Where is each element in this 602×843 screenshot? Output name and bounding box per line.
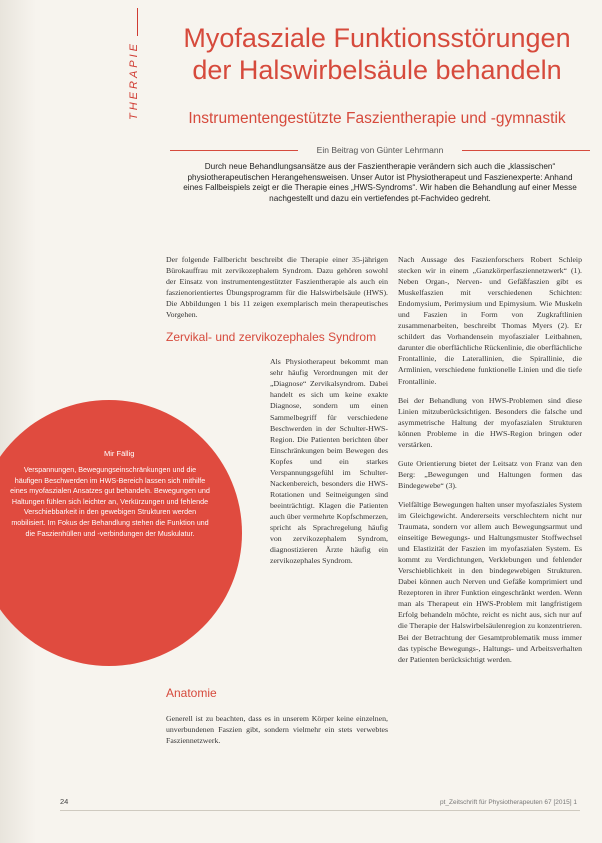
byline: Ein Beitrag von Günter Lehrmann bbox=[316, 145, 444, 155]
journal-footer: pt_Zeitschrift für Physiotherapeuten 67 [2015] 1 bbox=[440, 799, 577, 806]
article-subtitle: Instrumentengestützte Faszientherapie und -gymnastik bbox=[188, 110, 566, 127]
footer-rule bbox=[60, 810, 580, 811]
page-edge-shadow bbox=[0, 0, 36, 843]
lead-paragraph: Durch neue Behandlungsansätze aus der Faszientherapie verändern sich auch die „klassischen“ physiotherapeutischen Herangehensweisen. Unser Autor ist Physiotherapeut und Faszienexperte: Anhand eines Fallbeispiels zeigt er die Therapie eines „HWS-Syndroms“. Wir haben die Behandlung auf einer Messe nachgestellt und dazu ein vertiefendes pt-Fachvideo gedreht. bbox=[183, 162, 577, 203]
right-paragraph-4: Vielfältige Bewegungen halten unser myofasziales System im Gleichgewicht. Andererseits verschlechtern nicht nur Traumata, sondern vor allem auch Bewegungsarmut und einseitige Bewegungs- und Haltungsmuster Stoffwechsel und Elastizität der Faszien im myofaszialen System. Es kommt zu Verdichtungen, Verklebungen und fehlender Verschieblichkeit in den bindegewebigen Strukturen. Dabei können auch Nerven und Gefäße komprimiert und Rezeptoren in ihrer Funktion eingeschränkt werden. Wenn man als Therapeut ein HWS-Problem mit langfristigem Erfolg behandeln möchte, reicht es nicht aus, sich nur auf die Therapie der Halswirbelsäulenregion zu konzentrieren. Bei der Betrachtung der Gesamtproblematik muss immer das typische Bewegungs-, Haltungs- und Arbeitsverhalten der Patienten berücksichtigt werden. bbox=[398, 499, 582, 664]
sidebar-text: Verspannungen, Bewegungseinschränkungen und die häufigen Beschwerden im HWS-Bereich lassen sich mithilfe eines myofaszialen Ansatzes gut behandeln. Bewegungen und Haltungen fühlen sich leichter an, Verkürzungen und fehlende Verschiebbarkeit in den gewebigen Strukturen werden mobilisiert. Im Fokus der Behandlung stehen die Funktion und die Faszienhüllen und -verbindungen der Muskulatur. bbox=[10, 465, 210, 538]
right-paragraph-1: Nach Aussage des Faszienforschers Robert Schleip stecken wir in einem „Ganzkörperfasziennetzwerk“ (1). Neben Organ-, Nerven- und Gefäßfaszien gibt es Muskelfaszien mit verschiedenen Schichten: Endomysium, Perimysium und Epimysium. Wie Muskeln und Faszien in Form von Zugkraftlinien zusammenarbeiten, beschreibt Thomas Myers (2). Er schildert das Vorhandensein myofaszialer Leitbahnen, darunter die oberflächliche Rückenlinie, die oberflächliche Frontallinie, die Laterallinien, die Spirallinie, die Armlinien, verschiedene funktionelle Linien und die tiefe Frontallinie. bbox=[398, 255, 582, 386]
sidebar-title: Mir Fällig bbox=[104, 449, 135, 458]
page-number: 24 bbox=[60, 797, 69, 806]
left-paragraph-1: Der folgende Fallbericht beschreibt die Therapie einer 35-jährigen Bürokauffrau mit zervikozephalem Syndrom. Dazu gehören sowohl der Einsatz von instrumentengestützter Faszientherapie als auch ein faszienorientiertes Übungsprogramm für die Halswirbelsäule (HWS). Die Abbildungen 1 bis 11 zeigen exemplarisch mein therapeutisches Vorgehen. bbox=[166, 255, 388, 320]
section-heading-syndrome: Zervikal- und zervikozephales Syndrom bbox=[166, 330, 377, 345]
anatomy-text bbox=[166, 713, 388, 754]
left-paragraph-3: Generell ist zu beachten, dass es in unserem Körper keine einzelnen, unverbundenen Faszien gibt, sondern vielmehr ein stets verwebtes Fasziennetzwerk. bbox=[166, 714, 388, 746]
title-line-2: der Halswirbelsäule behandeln bbox=[192, 55, 562, 85]
section-heading-anatomy: Anatomie bbox=[166, 686, 217, 700]
right-paragraph-3: Gute Orientierung bietet der Leitsatz von Franz van den Berg: „Bewegungen und Haltungen formen das Bindegewebe“ (3). bbox=[398, 458, 582, 490]
byline-rule-right bbox=[462, 150, 590, 151]
right-paragraph-2: Bei der Behandlung von HWS-Problemen sind diese Linien mitzuberücksichtigen. Besonders die falsche und asymmetrische Haltung der myofaszialen Strukturen können Probleme in die HWS-Region bringen oder verstärken. bbox=[398, 395, 582, 449]
article-title bbox=[172, 22, 582, 86]
right-column bbox=[398, 254, 582, 673]
title-line-1: Myofasziale Funktionsstörungen bbox=[183, 23, 571, 53]
rubric-rule bbox=[137, 8, 138, 36]
left-paragraph-2: Als Physiotherapeut bekommt man sehr häufig Verordnungen mit der „Diagnose“ Zervikalsyndrom. Dabei handelt es sich um keine exakte Diagnose, sondern um einen Sammelbegriff für verschiedene Beschwerden in der Schulter-HWS-Region. Die Patienten berichten über Einschränkungen beim Bewegen des Kopfes und ein starkes Verspannungsgefühl im Schulter-Nackenbereich, besonders die HWS-Rotationen und Seitneigungen sind beeinträchtigt. Klagen die Patienten auch über vermehrte Kopfschmerzen, spricht als Sprachregelung häufig von zervikozephalem Syndrom, diagnostizieren Ärzte häufig ein zervikozephales Syndrom. bbox=[270, 357, 388, 566]
rubric-label: THERAPIE bbox=[128, 40, 140, 120]
